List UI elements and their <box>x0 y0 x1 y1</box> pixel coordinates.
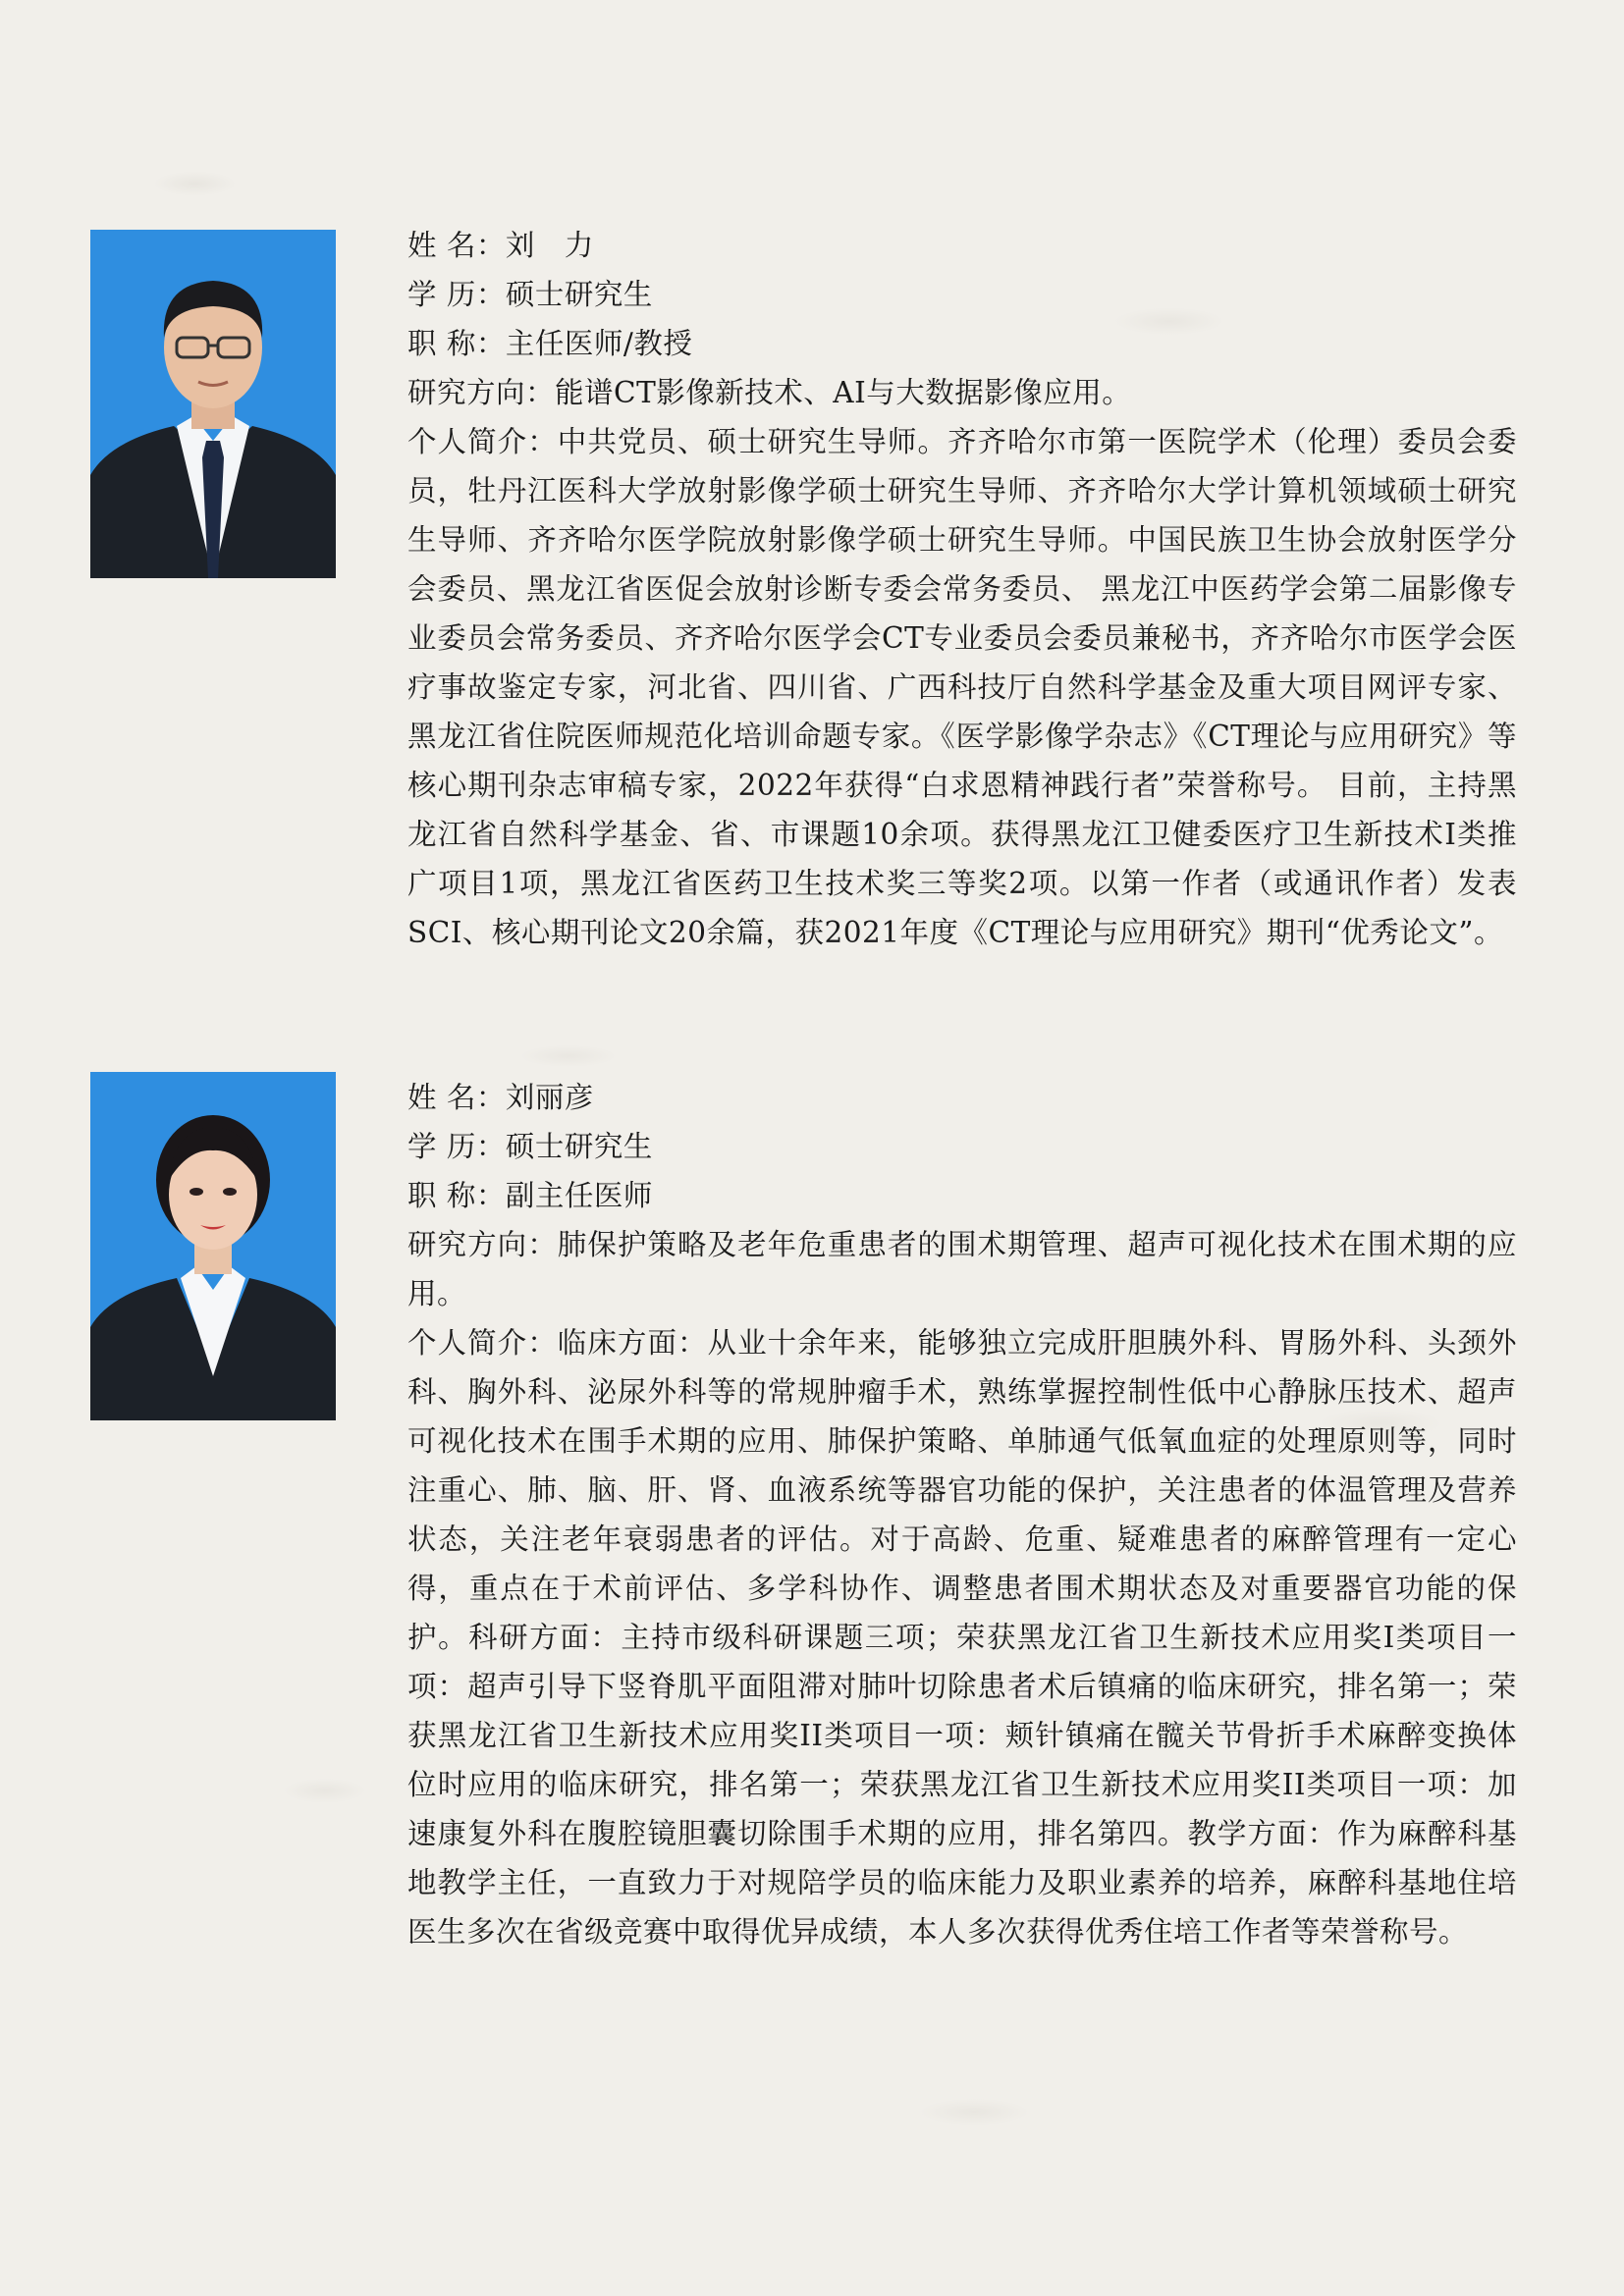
title-label: 职 称： <box>407 327 506 360</box>
title-label: 职 称： <box>407 1179 506 1212</box>
education-value: 硕士研究生 <box>505 1130 653 1163</box>
male-portrait-icon <box>90 230 336 578</box>
title-value: 副主任医师 <box>505 1179 653 1212</box>
profile-info <box>407 221 1517 957</box>
bio-value: 中共党员、硕士研究生导师。齐齐哈尔市第一医院学术（伦理）委员会委员，牡丹江医科大学放射影像学硕士研究生导师、齐齐哈尔大学计算机领域硕士研究生导师、齐齐哈尔医学院放射影像学硕士研究生导师。中国民族卫生协会放射医学分会委员、黑龙江省医促会放射诊断专委会常务委员、 黑龙江中医药学会第二届影像专业委员会常务委员、齐齐哈尔医学会CT专业委员会委员兼秘书，齐齐哈尔市医学会医疗事故鉴定专家，河北省、四川省、广西科技厅自然科学基金及重大项目网评专家、黑龙江省住院医师规范化培训命题专家。《医学影像学杂志》《CT理论与应用研究》等核心期刊杂志审稿专家，2022年获得“白求恩精神践行者”荣誉称号。 目前，主持黑龙江省自然科学基金、省、市课题10余项。获得黑龙江卫健委医疗卫生新技术Ⅰ类推广项目1项，黑龙江省医药卫生技术奖三等奖2项。以第一作者（或通讯作者）发表SCI、核心期刊论文20余篇，获2021年度《CT理论与应用研究》期刊“优秀论文”。 <box>407 425 1517 949</box>
research-value: 肺保护策略及老年危重患者的围术期管理、超声可视化技术在围术期的应用。 <box>407 1228 1517 1310</box>
bio-value: 临床方面：从业十余年来，能够独立完成肝胆胰外科、胃肠外科、头颈外科、胸外科、泌尿外科等的常规肿瘤手术，熟练掌握控制性低中心静脉压技术、超声可视化技术在围手术期的应用、肺保护策略、单肺通气低氧血症的处理原则等，同时注重心、肺、脑、肝、肾、血液系统等器官功能的保护，关注患者的体温管理及营养状态，关注老年衰弱患者的评估。对于高龄、危重、疑难患者的麻醉管理有一定心得，重点在于术前评估、多学科协作、调整患者围术期状态及对重要器官功能的保护。科研方面：主持市级科研课题三项；荣获黑龙江省卫生新技术应用奖I类项目一项：超声引导下竖脊肌平面阻滞对肺叶切除患者术后镇痛的临床研究，排名第一；荣获黑龙江省卫生新技术应用奖II类项目一项：颊针镇痛在髋关节骨折手术麻醉变换体位时应用的临床研究，排名第一；荣获黑龙江省卫生新技术应用奖II类项目一项：加速康复外科在腹腔镜胆囊切除围手术期的应用，排名第四。教学方面：作为麻醉科基地教学主任，一直致力于对规陪学员的临床能力及职业素养的培养，麻醉科基地住培医生多次在省级竞赛中取得优异成绩，本人多次获得优秀住培工作者等荣誉称号。 <box>407 1326 1517 1949</box>
bio-label: 个人简介： <box>407 1326 558 1360</box>
research-label: 研究方向： <box>407 376 556 409</box>
education-value: 硕士研究生 <box>505 278 653 311</box>
portrait-photo <box>90 1072 336 1420</box>
research-row <box>407 368 1517 417</box>
title-row <box>407 1171 1517 1220</box>
education-row <box>407 270 1517 319</box>
education-label: 学 历： <box>407 1130 506 1163</box>
title-value: 主任医师/教授 <box>505 327 693 360</box>
education-label: 学 历： <box>407 278 506 311</box>
portrait-photo <box>90 230 336 578</box>
bio-row <box>407 1318 1517 1956</box>
female-portrait-icon <box>90 1072 336 1420</box>
name-row <box>407 1073 1517 1122</box>
name-label: 姓 名： <box>407 1081 506 1114</box>
research-label: 研究方向： <box>407 1228 558 1261</box>
bio-label: 个人简介： <box>407 425 558 458</box>
name-label: 姓 名： <box>407 229 506 262</box>
education-row <box>407 1122 1517 1171</box>
name-value: 刘丽彦 <box>505 1081 594 1114</box>
profile-info <box>407 1073 1517 1956</box>
title-row <box>407 319 1517 368</box>
name-row <box>407 221 1517 270</box>
name-value: 刘 力 <box>505 229 594 262</box>
research-value: 能谱CT影像新技术、AI与大数据影像应用。 <box>555 376 1132 409</box>
research-row <box>407 1220 1517 1318</box>
bio-row <box>407 417 1517 957</box>
